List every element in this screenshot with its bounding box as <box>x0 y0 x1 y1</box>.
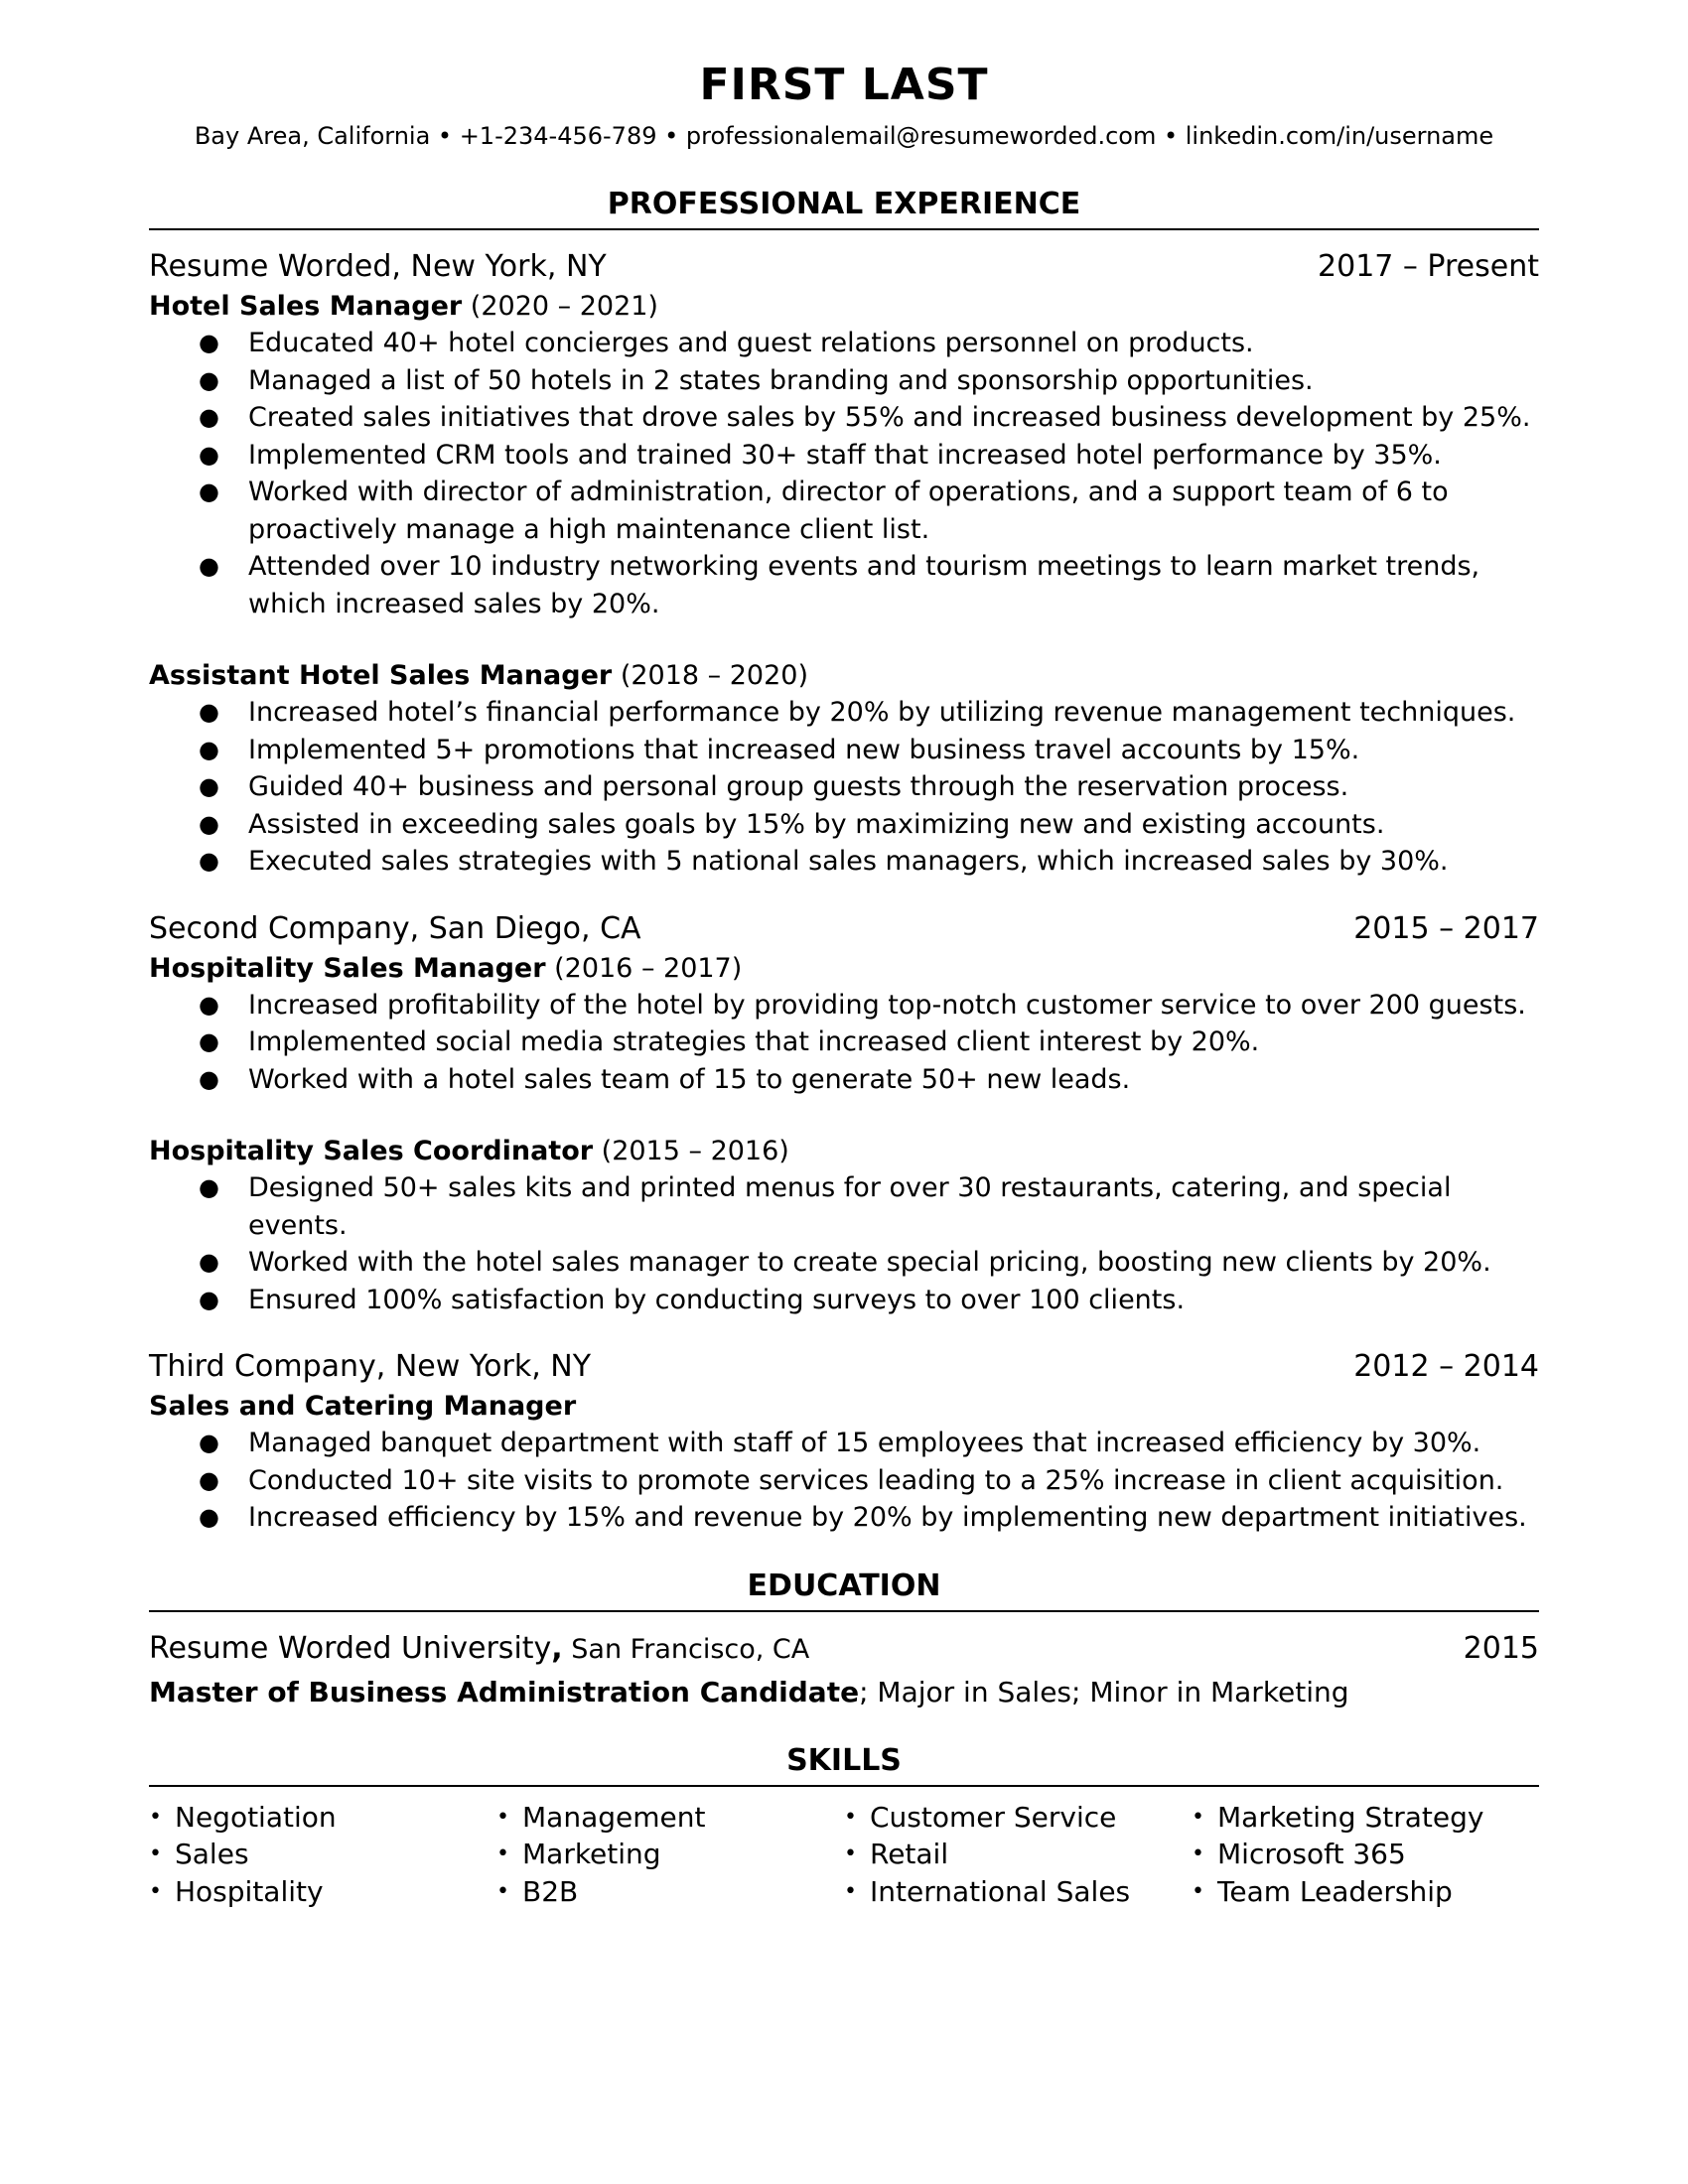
skills-column <box>1192 1799 1539 1911</box>
skills-section-title: SKILLS <box>149 1741 1539 1787</box>
degree-line <box>149 1674 1539 1711</box>
list-item <box>149 1244 1539 1282</box>
bullet-text: Educated 40+ hotel concierges and guest relations personnel on products. <box>248 328 1254 358</box>
school-separator: , <box>551 1630 563 1666</box>
bullet-icon: • <box>1192 1878 1204 1904</box>
skill-item <box>149 1799 496 1837</box>
list-item <box>149 325 1539 362</box>
list-item <box>149 768 1539 806</box>
skill-item <box>844 1836 1192 1873</box>
job-dates: 2015 – 2017 <box>1353 910 1539 946</box>
bullet-text: Implemented 5+ promotions that increased new business travel accounts by 15%. <box>248 734 1360 765</box>
skill-label: International Sales <box>870 1874 1131 1908</box>
list-item <box>149 1425 1539 1462</box>
skill-label: Customer Service <box>870 1800 1117 1834</box>
list-item <box>149 987 1539 1024</box>
degree-details: ; Major in Sales; Minor in Marketing <box>859 1675 1349 1708</box>
bullet-icon: ● <box>199 1064 219 1093</box>
bullet-icon: ● <box>199 365 219 394</box>
skill-label: B2B <box>522 1874 579 1908</box>
skill-item <box>1192 1836 1539 1873</box>
skill-label: Sales <box>175 1838 249 1870</box>
bullet-icon: ● <box>199 772 219 800</box>
role-bullet-list <box>149 1425 1539 1537</box>
bullet-text: Worked with the hotel sales manager to create special pricing, boosting new clients by 20%. <box>248 1247 1491 1278</box>
skill-label: Retail <box>870 1838 949 1870</box>
role-title: Assistant Hotel Sales Manager <box>149 660 613 691</box>
job-dates: 2012 – 2014 <box>1353 1349 1539 1384</box>
degree-title: Master of Business Administration Candidate <box>149 1675 860 1708</box>
job-header <box>149 908 1539 950</box>
bullet-text: Managed a list of 50 hotels in 2 states branding and sponsorship opportunities. <box>248 364 1314 396</box>
list-item <box>149 1061 1539 1099</box>
skill-item <box>1192 1873 1539 1911</box>
bullet-text: Increased profitability of the hotel by providing top-notch customer service to over 200 guests. <box>248 989 1526 1021</box>
list-item <box>149 732 1539 769</box>
bullet-icon: ● <box>199 1429 219 1456</box>
bullet-text: Created sales initiatives that drove sales by 55% and increased business development by 25%. <box>248 402 1531 433</box>
bullet-icon: • <box>149 1804 162 1830</box>
skill-item <box>844 1873 1192 1911</box>
school-location: San Francisco, CA <box>562 1633 810 1665</box>
role-heading <box>149 1133 1539 1169</box>
role-heading <box>149 950 1539 987</box>
job-header <box>149 1346 1539 1388</box>
candidate-name: FIRST LAST <box>699 60 989 110</box>
skill-label: Management <box>522 1800 706 1834</box>
bullet-icon: • <box>844 1804 857 1830</box>
list-item <box>149 362 1539 400</box>
experience-section-title: PROFESSIONAL EXPERIENCE <box>149 185 1539 230</box>
role-bullet-list <box>149 1169 1539 1318</box>
school-name: Resume Worded University <box>149 1630 552 1666</box>
list-item <box>149 1024 1539 1061</box>
bullet-icon: ● <box>199 1503 219 1531</box>
skill-label: Team Leadership <box>1217 1874 1453 1908</box>
bullet-icon: ● <box>199 847 219 875</box>
bullet-icon: ● <box>199 403 219 431</box>
skills-column <box>496 1799 844 1911</box>
skill-label: Negotiation <box>175 1800 337 1834</box>
education-header <box>149 1628 1539 1674</box>
bullet-text: Increased efficiency by 15% and revenue by 20% by implementing new department initiatives. <box>248 1502 1527 1533</box>
role-bullet-list <box>149 694 1539 881</box>
list-item <box>149 806 1539 844</box>
bullet-icon: ● <box>199 809 219 838</box>
skill-label: Marketing <box>522 1838 661 1870</box>
list-item <box>149 843 1539 881</box>
role-period: (2016 – 2017) <box>545 952 743 984</box>
skill-item <box>844 1799 1192 1837</box>
skill-label: Marketing Strategy <box>1217 1800 1484 1834</box>
skill-item <box>496 1799 844 1837</box>
list-item <box>149 474 1539 548</box>
bullet-icon: ● <box>199 1465 219 1494</box>
skills-column <box>149 1799 496 1911</box>
bullet-icon: ● <box>199 478 219 505</box>
bullet-icon: ● <box>199 1027 219 1055</box>
bullet-icon: • <box>1192 1842 1204 1866</box>
resume-content <box>149 58 1539 1910</box>
skill-item <box>496 1836 844 1873</box>
list-item <box>149 1499 1539 1537</box>
bullet-icon: • <box>496 1804 509 1830</box>
role-heading <box>149 288 1539 325</box>
role-heading <box>149 657 1539 694</box>
list-item <box>149 1462 1539 1500</box>
bullet-text: Executed sales strategies with 5 national sales managers, which increased sales by 30%. <box>248 846 1449 877</box>
bullet-icon: • <box>149 1842 162 1866</box>
bullet-text: Worked with director of administration, director of operations, and a support team of 6 to proactively manage a high maintenance client list. <box>248 477 1449 545</box>
role-bullet-list <box>149 987 1539 1099</box>
list-item <box>149 1169 1539 1244</box>
bullet-text: Guided 40+ business and personal group guests through the reservation process. <box>248 771 1349 802</box>
role-period: (2020 – 2021) <box>462 291 658 322</box>
bullet-icon: • <box>844 1878 857 1904</box>
role-period: (2018 – 2020) <box>612 660 808 691</box>
skill-item <box>149 1873 496 1911</box>
role-title: Hospitality Sales Coordinator <box>149 1136 594 1166</box>
list-item <box>149 548 1539 622</box>
bullet-icon: • <box>149 1878 162 1904</box>
list-item <box>149 1282 1539 1319</box>
company-name: Resume Worded, New York, NY <box>149 249 607 284</box>
bullet-text: Designed 50+ sales kits and printed menus for over 30 restaurants, catering, and special events. <box>248 1172 1452 1241</box>
list-item <box>149 399 1539 437</box>
skill-label: Hospitality <box>175 1874 324 1908</box>
role-heading <box>149 1388 1539 1425</box>
education-institution <box>149 1628 809 1674</box>
bullet-text: Managed banquet department with staff of 15 employees that increased efficiency by 30%. <box>248 1428 1481 1458</box>
skills-grid <box>149 1799 1539 1911</box>
bullet-icon: ● <box>199 329 219 356</box>
bullet-icon: • <box>1192 1804 1204 1830</box>
role-title: Hotel Sales Manager <box>149 291 463 322</box>
bullet-text: Conducted 10+ site visits to promote services leading to a 25% increase in client acquisition. <box>248 1464 1504 1496</box>
bullet-text: Worked with a hotel sales team of 15 to generate 50+ new leads. <box>248 1063 1131 1095</box>
bullet-icon: • <box>496 1842 509 1866</box>
bullet-text: Implemented CRM tools and trained 30+ staff that increased hotel performance by 35%. <box>248 439 1442 471</box>
company-name: Third Company, New York, NY <box>149 1349 592 1384</box>
role-title: Sales and Catering Manager <box>149 1391 577 1422</box>
contact-line: Bay Area, California • +1-234-456-789 • professionalemail@resumeworded.com • linkedin.com/in/username <box>194 122 1494 150</box>
bullet-icon: ● <box>199 440 219 469</box>
list-item <box>149 694 1539 732</box>
role-title: Hospitality Sales Manager <box>149 952 546 984</box>
bullet-icon: ● <box>199 1248 219 1276</box>
bullet-icon: • <box>844 1842 857 1866</box>
bullet-icon: ● <box>199 1285 219 1313</box>
skill-item <box>496 1873 844 1911</box>
skill-item <box>149 1836 496 1873</box>
bullet-text: Attended over 10 industry networking events and tourism meetings to learn market trends, which increased sales by 20%. <box>248 551 1480 619</box>
job-header <box>149 246 1539 288</box>
skills-column <box>844 1799 1192 1911</box>
bullet-icon: ● <box>199 735 219 763</box>
bullet-text: Ensured 100% satisfaction by conducting surveys to over 100 clients. <box>248 1284 1186 1315</box>
education-section-title: EDUCATION <box>149 1567 1539 1612</box>
bullet-icon: • <box>496 1878 509 1904</box>
skill-item <box>1192 1799 1539 1837</box>
bullet-icon: ● <box>199 990 219 1019</box>
bullet-icon: ● <box>199 552 219 580</box>
bullet-icon: ● <box>199 1173 219 1201</box>
bullet-text: Assisted in exceeding sales goals by 15% by maximizing new and existing accounts. <box>248 808 1385 840</box>
role-bullet-list <box>149 325 1539 622</box>
education-year: 2015 <box>1463 1630 1539 1666</box>
bullet-text: Increased hotel’s financial performance by 20% by utilizing revenue management techniques. <box>248 697 1516 728</box>
role-period: (2015 – 2016) <box>593 1136 789 1166</box>
list-item <box>149 437 1539 475</box>
job-dates: 2017 – Present <box>1318 249 1539 284</box>
company-name: Second Company, San Diego, CA <box>149 910 641 946</box>
bullet-icon: ● <box>199 698 219 726</box>
skill-label: Microsoft 365 <box>1217 1838 1406 1870</box>
bullet-text: Implemented social media strategies that increased client interest by 20%. <box>248 1026 1260 1057</box>
